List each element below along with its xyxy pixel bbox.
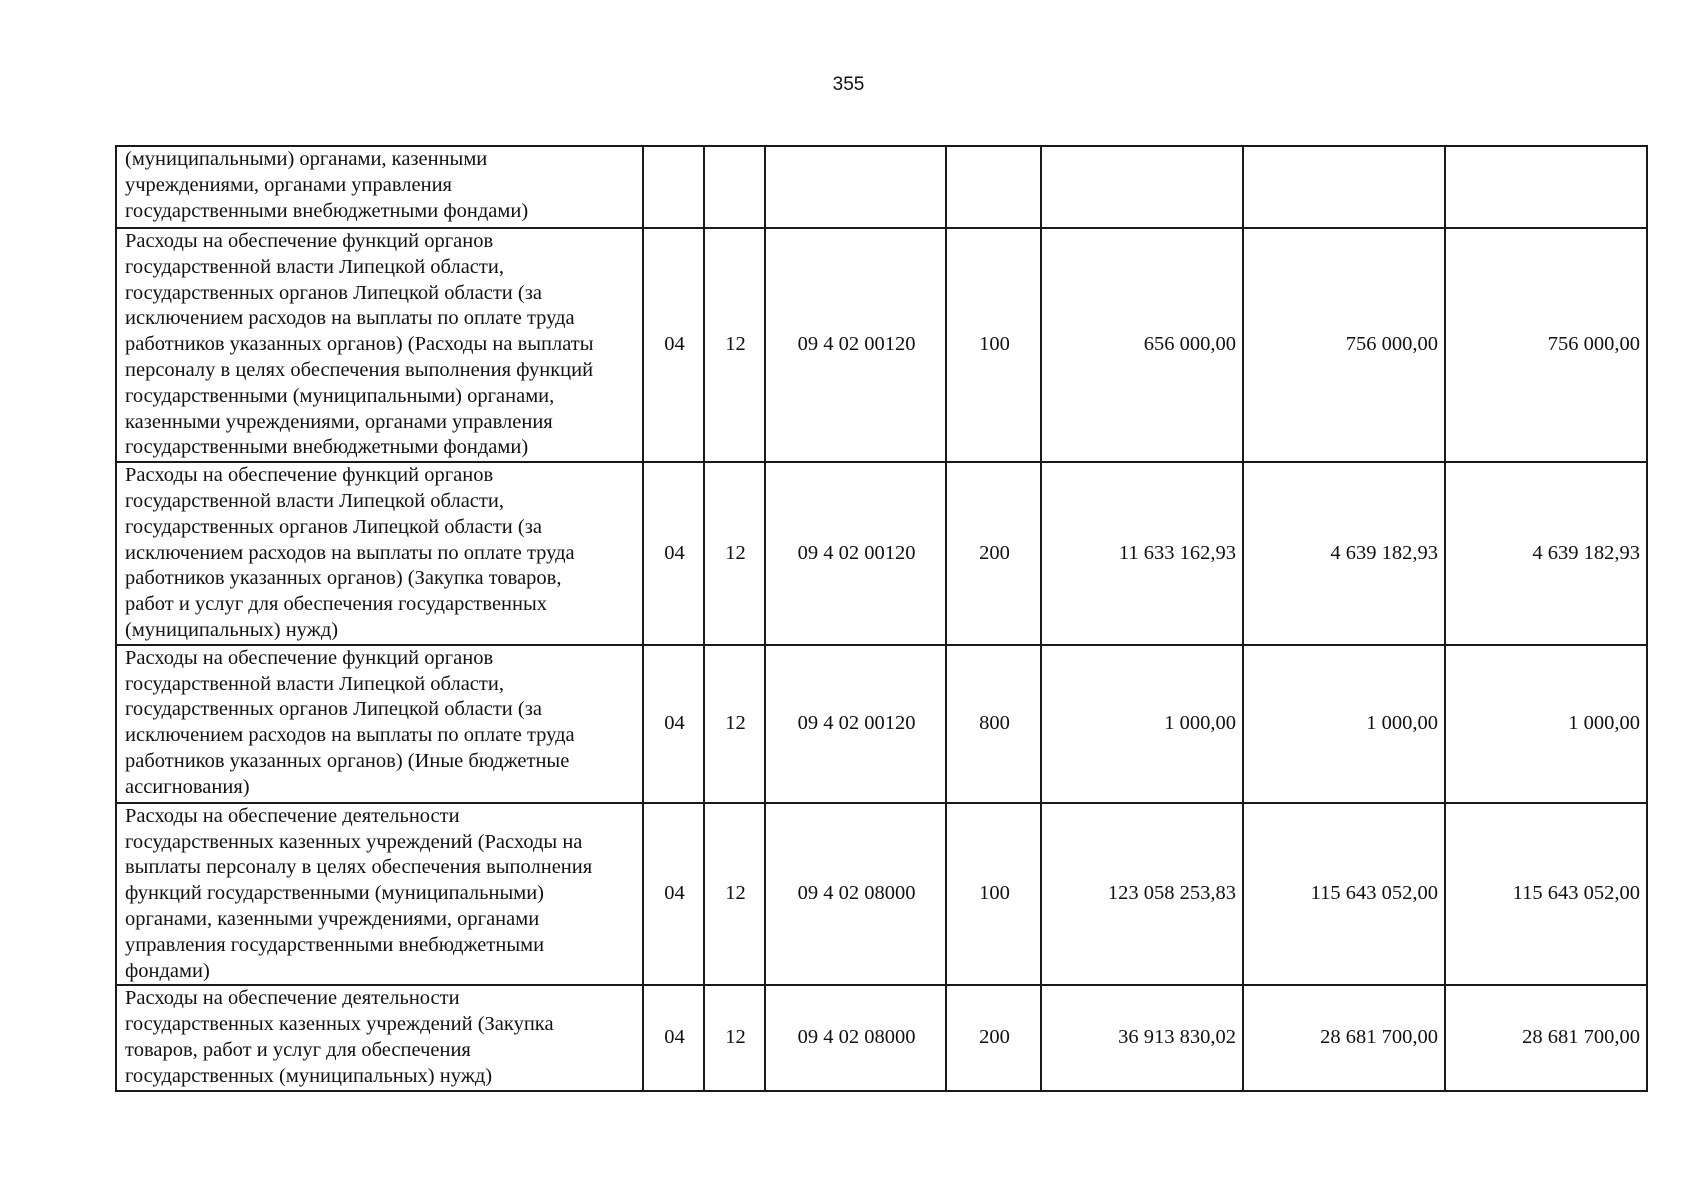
description-line: работников указанных органов) (Расходы на выплаты [125,333,594,356]
subsection-cell: 12 [704,228,765,462]
description-line: государственных органов Липецкой области (за [125,698,542,721]
description-line: государственных органов Липецкой области (за [125,515,542,538]
expense-description-cell [116,228,643,462]
expense-description-cell [116,462,643,645]
description-line: органами, казенными учреждениями, органами [125,907,540,930]
description-line: государственной власти Липецкой области, [125,672,504,695]
target-article-cell: 09 4 02 00120 [765,228,946,462]
description-line: казенными учреждениями, органами управления [125,410,553,433]
section-cell [643,146,704,228]
subsection-cell: 12 [704,645,765,803]
description-line: государственных казенных учреждений (Расходы на [125,830,583,853]
amount-year-3-cell: 28 681 700,00 [1445,985,1647,1090]
description-line: (муниципальными) органами, казенными [125,148,488,170]
description-line: учреждениями, органами управления [125,173,452,196]
description-line: товаров, работ и услуг для обеспечения [125,1038,471,1061]
table-row [116,803,1647,986]
description-line: работников указанных органов) (Иные бюджетные [125,749,570,772]
table-row [116,228,1647,462]
section-cell: 04 [643,985,704,1090]
expense-type-cell: 200 [946,462,1041,645]
description-line: государственными (муниципальными) органами, [125,384,555,407]
table-row [116,462,1647,645]
subsection-cell: 12 [704,985,765,1090]
expense-description-cell [116,645,643,803]
subsection-cell: 12 [704,462,765,645]
expense-description-cell [116,985,643,1090]
description-line: работников указанных органов) (Закупка товаров, [125,567,562,590]
description-line: государственными внебюджетными фондами) [125,436,529,459]
target-article-cell: 09 4 02 08000 [765,985,946,1090]
description-line: Расходы на обеспечение функций органов [125,464,494,487]
description-line: Расходы на обеспечение деятельности [125,804,460,827]
description-line: управления государственными внебюджетными [125,933,545,956]
description-line: государственной власти Липецкой области, [125,489,504,512]
table-row [116,645,1647,803]
expense-type-cell: 100 [946,803,1041,986]
description-line: исключением расходов на выплаты по оплате труда [125,307,575,330]
section-cell: 04 [643,645,704,803]
description-line: выплаты персоналу в целях обеспечения выполнения [125,856,593,879]
amount-year-2-cell: 28 681 700,00 [1243,985,1445,1090]
expense-type-cell: 200 [946,985,1041,1090]
amount-year-1-cell: 1 000,00 [1041,645,1243,803]
description-line: функций государственными (муниципальными) [125,882,544,905]
description-line: Расходы на обеспечение функций органов [125,230,494,252]
subsection-cell: 12 [704,803,765,986]
amount-year-3-cell: 756 000,00 [1445,228,1647,462]
expense-type-cell: 100 [946,228,1041,462]
expense-type-cell: 800 [946,645,1041,803]
table-row [116,985,1647,1090]
amount-year-3-cell: 4 639 182,93 [1445,462,1647,645]
description-line: государственной власти Липецкой области, [125,255,504,278]
table-row [116,146,1647,228]
target-article-cell [765,146,946,228]
amount-year-3-cell [1445,146,1647,228]
description-line: работ и услуг для обеспечения государственных [125,593,548,616]
description-line: Расходы на обеспечение функций органов [125,646,494,669]
description-line: исключением расходов на выплаты по оплате труда [125,724,575,747]
amount-year-1-cell: 656 000,00 [1041,228,1243,462]
description-line: ассигнования) [125,775,250,798]
description-line: исключением расходов на выплаты по оплате труда [125,541,575,564]
description-line: государственных органов Липецкой области (за [125,281,542,304]
description-line: персоналу в целях обеспечения выполнения функций [125,358,594,381]
amount-year-2-cell: 115 643 052,00 [1243,803,1445,986]
amount-year-1-cell: 36 913 830,02 [1041,985,1243,1090]
amount-year-2-cell: 756 000,00 [1243,228,1445,462]
amount-year-2-cell: 1 000,00 [1243,645,1445,803]
subsection-cell [704,146,765,228]
expense-description-cell [116,803,643,986]
section-cell: 04 [643,462,704,645]
amount-year-1-cell: 123 058 253,83 [1041,803,1243,986]
amount-year-1-cell: 11 633 162,93 [1041,462,1243,645]
amount-year-3-cell: 115 643 052,00 [1445,803,1647,986]
description-line: (муниципальных) нужд) [125,618,339,641]
description-line: Расходы на обеспечение деятельности [125,987,460,1010]
section-cell: 04 [643,228,704,462]
amount-year-2-cell [1243,146,1445,228]
description-line: государственных (муниципальных) нужд) [125,1064,493,1087]
expense-description-cell [116,146,643,228]
page-number: 355 [832,74,865,95]
target-article-cell: 09 4 02 00120 [765,645,946,803]
description-line: государственными внебюджетными фондами) [125,199,529,222]
section-cell: 04 [643,803,704,986]
description-line: государственных казенных учреждений (Закупка [125,1013,554,1036]
target-article-cell: 09 4 02 00120 [765,462,946,645]
amount-year-3-cell: 1 000,00 [1445,645,1647,803]
expense-type-cell [946,146,1041,228]
amount-year-2-cell: 4 639 182,93 [1243,462,1445,645]
amount-year-1-cell [1041,146,1243,228]
description-line: фондами) [125,959,210,982]
target-article-cell: 09 4 02 08000 [765,803,946,986]
budget-expenditure-table [115,145,1648,1092]
